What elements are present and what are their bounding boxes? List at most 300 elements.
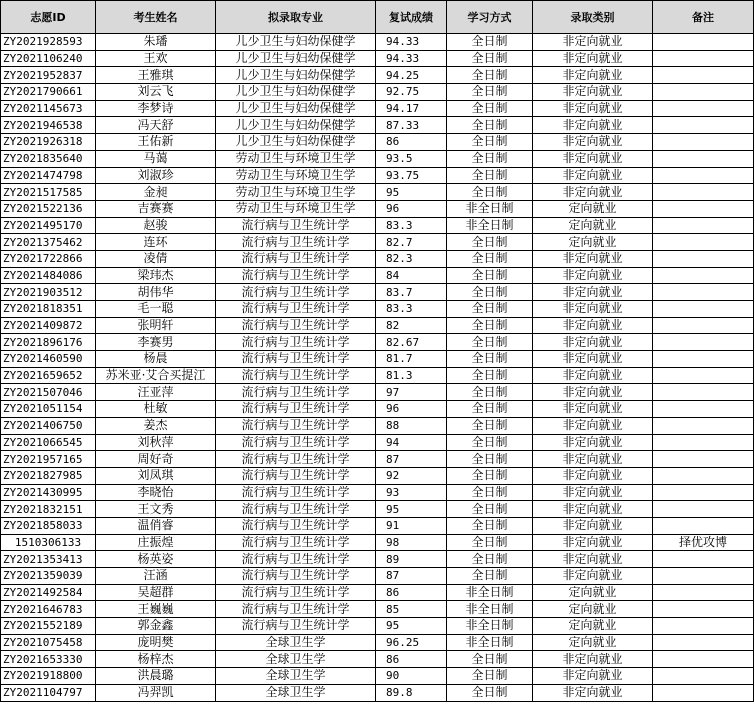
cell-study-mode: 全日制 xyxy=(447,34,533,51)
header-admission-type: 录取类别 xyxy=(533,1,653,34)
table-row xyxy=(1,184,754,201)
cell-score: 92 xyxy=(376,467,447,484)
header-id: 志愿ID xyxy=(1,1,96,34)
cell-study-mode: 全日制 xyxy=(447,401,533,418)
cell-name: 王佑新 xyxy=(96,134,216,151)
table-row xyxy=(1,234,754,251)
cell-score: 81.3 xyxy=(376,367,447,384)
cell-admission-type: 非定向就业 xyxy=(533,67,653,84)
cell-note xyxy=(653,34,754,51)
cell-id: ZY2021517585 xyxy=(1,184,96,201)
table-row xyxy=(1,551,754,568)
cell-study-mode: 非全日制 xyxy=(447,200,533,217)
cell-admission-type: 非定向就业 xyxy=(533,484,653,501)
cell-study-mode: 全日制 xyxy=(447,517,533,534)
cell-admission-type: 非定向就业 xyxy=(533,100,653,117)
cell-admission-type: 非定向就业 xyxy=(533,167,653,184)
cell-score: 94.25 xyxy=(376,67,447,84)
cell-id: ZY2021409872 xyxy=(1,317,96,334)
table-row xyxy=(1,568,754,585)
cell-study-mode: 全日制 xyxy=(447,451,533,468)
cell-name: 杨晨 xyxy=(96,351,216,368)
cell-score: 86 xyxy=(376,584,447,601)
cell-study-mode: 全日制 xyxy=(447,317,533,334)
cell-name: 杨英姿 xyxy=(96,551,216,568)
cell-note xyxy=(653,100,754,117)
cell-name: 温俏睿 xyxy=(96,517,216,534)
cell-score: 93.75 xyxy=(376,167,447,184)
cell-admission-type: 非定向就业 xyxy=(533,250,653,267)
cell-score: 94 xyxy=(376,434,447,451)
table-row xyxy=(1,317,754,334)
cell-admission-type: 定向就业 xyxy=(533,234,653,251)
cell-id: ZY2021375462 xyxy=(1,234,96,251)
cell-note xyxy=(653,167,754,184)
cell-admission-type: 非定向就业 xyxy=(533,184,653,201)
cell-note xyxy=(653,384,754,401)
cell-major: 流行病与卫生统计学 xyxy=(216,434,376,451)
cell-study-mode: 全日制 xyxy=(447,384,533,401)
cell-major: 流行病与卫生统计学 xyxy=(216,517,376,534)
cell-major: 流行病与卫生统计学 xyxy=(216,234,376,251)
table-row xyxy=(1,668,754,685)
cell-id: ZY2021827985 xyxy=(1,467,96,484)
cell-score: 96 xyxy=(376,200,447,217)
cell-name: 赵骏 xyxy=(96,217,216,234)
cell-study-mode: 全日制 xyxy=(447,67,533,84)
cell-name: 汪亚萍 xyxy=(96,384,216,401)
cell-name: 郭金鑫 xyxy=(96,618,216,635)
cell-score: 82.3 xyxy=(376,250,447,267)
cell-score: 83.3 xyxy=(376,217,447,234)
cell-id: ZY2021952837 xyxy=(1,67,96,84)
cell-note xyxy=(653,134,754,151)
cell-score: 92.75 xyxy=(376,84,447,101)
cell-id: ZY2021722866 xyxy=(1,250,96,267)
cell-study-mode: 全日制 xyxy=(447,417,533,434)
table-row xyxy=(1,200,754,217)
cell-study-mode: 全日制 xyxy=(447,84,533,101)
cell-study-mode: 非全日制 xyxy=(447,217,533,234)
header-score: 复试成绩 xyxy=(376,1,447,34)
cell-name: 苏米亚·艾合买提江 xyxy=(96,367,216,384)
cell-id: ZY2021406750 xyxy=(1,417,96,434)
table-row xyxy=(1,301,754,318)
cell-name: 胡伟华 xyxy=(96,284,216,301)
cell-study-mode: 全日制 xyxy=(447,150,533,167)
table-row xyxy=(1,384,754,401)
cell-major: 劳动卫生与环境卫生学 xyxy=(216,184,376,201)
cell-study-mode: 全日制 xyxy=(447,134,533,151)
cell-id: 1510306133 xyxy=(1,534,96,551)
cell-admission-type: 非定向就业 xyxy=(533,317,653,334)
cell-note xyxy=(653,434,754,451)
cell-major: 劳动卫生与环境卫生学 xyxy=(216,200,376,217)
header-row xyxy=(1,1,754,34)
cell-major: 劳动卫生与环境卫生学 xyxy=(216,150,376,167)
cell-admission-type: 非定向就业 xyxy=(533,467,653,484)
cell-score: 97 xyxy=(376,384,447,401)
table-row xyxy=(1,367,754,384)
cell-note xyxy=(653,234,754,251)
cell-admission-type: 定向就业 xyxy=(533,601,653,618)
table-row xyxy=(1,267,754,284)
cell-score: 87 xyxy=(376,451,447,468)
cell-study-mode: 全日制 xyxy=(447,284,533,301)
cell-major: 儿少卫生与妇幼保健学 xyxy=(216,117,376,134)
cell-note xyxy=(653,668,754,685)
cell-major: 流行病与卫生统计学 xyxy=(216,367,376,384)
header-name: 考生姓名 xyxy=(96,1,216,34)
cell-id: ZY2021507046 xyxy=(1,384,96,401)
cell-name: 刘凤琪 xyxy=(96,467,216,484)
cell-name: 凌倩 xyxy=(96,250,216,267)
cell-id: ZY2021460590 xyxy=(1,351,96,368)
cell-id: ZY2021818351 xyxy=(1,301,96,318)
cell-major: 流行病与卫生统计学 xyxy=(216,568,376,585)
cell-note xyxy=(653,67,754,84)
cell-score: 89.8 xyxy=(376,684,447,701)
table-row xyxy=(1,150,754,167)
cell-id: ZY2021552189 xyxy=(1,618,96,635)
table-row xyxy=(1,618,754,635)
cell-id: ZY2021353413 xyxy=(1,551,96,568)
cell-major: 流行病与卫生统计学 xyxy=(216,267,376,284)
cell-score: 95 xyxy=(376,618,447,635)
cell-major: 儿少卫生与妇幼保健学 xyxy=(216,100,376,117)
cell-admission-type: 非定向就业 xyxy=(533,451,653,468)
cell-score: 91 xyxy=(376,517,447,534)
cell-admission-type: 非定向就业 xyxy=(533,367,653,384)
cell-name: 李赛男 xyxy=(96,334,216,351)
header-major: 拟录取专业 xyxy=(216,1,376,34)
cell-name: 梁玮杰 xyxy=(96,267,216,284)
cell-score: 95 xyxy=(376,501,447,518)
cell-name: 刘云飞 xyxy=(96,84,216,101)
cell-major: 儿少卫生与妇幼保健学 xyxy=(216,134,376,151)
cell-major: 儿少卫生与妇幼保健学 xyxy=(216,50,376,67)
cell-admission-type: 非定向就业 xyxy=(533,117,653,134)
cell-id: ZY2021790661 xyxy=(1,84,96,101)
cell-admission-type: 非定向就业 xyxy=(533,568,653,585)
cell-score: 93.5 xyxy=(376,150,447,167)
table-row xyxy=(1,34,754,51)
table-row xyxy=(1,134,754,151)
cell-note xyxy=(653,200,754,217)
cell-name: 连环 xyxy=(96,234,216,251)
cell-study-mode: 非全日制 xyxy=(447,618,533,635)
table-row xyxy=(1,250,754,267)
cell-admission-type: 非定向就业 xyxy=(533,134,653,151)
cell-study-mode: 全日制 xyxy=(447,551,533,568)
table-row xyxy=(1,484,754,501)
cell-major: 儿少卫生与妇幼保健学 xyxy=(216,84,376,101)
cell-note xyxy=(653,618,754,635)
cell-note xyxy=(653,568,754,585)
cell-study-mode: 全日制 xyxy=(447,117,533,134)
cell-study-mode: 全日制 xyxy=(447,668,533,685)
cell-major: 流行病与卫生统计学 xyxy=(216,317,376,334)
cell-id: ZY2021918800 xyxy=(1,668,96,685)
cell-note xyxy=(653,117,754,134)
cell-name: 金昶 xyxy=(96,184,216,201)
cell-id: ZY2021106240 xyxy=(1,50,96,67)
cell-score: 83.3 xyxy=(376,301,447,318)
cell-id: ZY2021066545 xyxy=(1,434,96,451)
cell-study-mode: 非全日制 xyxy=(447,634,533,651)
cell-major: 流行病与卫生统计学 xyxy=(216,584,376,601)
cell-name: 庞明樊 xyxy=(96,634,216,651)
cell-admission-type: 定向就业 xyxy=(533,634,653,651)
cell-name: 吉赛赛 xyxy=(96,200,216,217)
cell-id: ZY2021832151 xyxy=(1,501,96,518)
cell-note xyxy=(653,601,754,618)
cell-name: 刘秋萍 xyxy=(96,434,216,451)
table-row xyxy=(1,217,754,234)
cell-id: ZY2021835640 xyxy=(1,150,96,167)
cell-id: ZY2021484086 xyxy=(1,267,96,284)
table-row xyxy=(1,67,754,84)
cell-study-mode: 全日制 xyxy=(447,434,533,451)
cell-major: 流行病与卫生统计学 xyxy=(216,601,376,618)
cell-name: 杨梓杰 xyxy=(96,651,216,668)
cell-name: 吴超群 xyxy=(96,584,216,601)
cell-name: 毛一聪 xyxy=(96,301,216,318)
cell-admission-type: 非定向就业 xyxy=(533,501,653,518)
cell-major: 儿少卫生与妇幼保健学 xyxy=(216,34,376,51)
cell-id: ZY2021145673 xyxy=(1,100,96,117)
cell-admission-type: 非定向就业 xyxy=(533,684,653,701)
cell-major: 全球卫生学 xyxy=(216,668,376,685)
cell-admission-type: 非定向就业 xyxy=(533,401,653,418)
cell-admission-type: 非定向就业 xyxy=(533,517,653,534)
cell-study-mode: 非全日制 xyxy=(447,601,533,618)
cell-score: 98 xyxy=(376,534,447,551)
cell-note xyxy=(653,301,754,318)
cell-name: 张明轩 xyxy=(96,317,216,334)
cell-major: 流行病与卫生统计学 xyxy=(216,250,376,267)
cell-id: ZY2021075458 xyxy=(1,634,96,651)
cell-note xyxy=(653,267,754,284)
cell-name: 朱璠 xyxy=(96,34,216,51)
cell-note xyxy=(653,684,754,701)
cell-admission-type: 定向就业 xyxy=(533,200,653,217)
cell-study-mode: 全日制 xyxy=(447,234,533,251)
cell-major: 流行病与卫生统计学 xyxy=(216,467,376,484)
cell-major: 流行病与卫生统计学 xyxy=(216,501,376,518)
cell-admission-type: 非定向就业 xyxy=(533,34,653,51)
cell-name: 李晓怡 xyxy=(96,484,216,501)
cell-id: ZY2021903512 xyxy=(1,284,96,301)
cell-major: 流行病与卫生统计学 xyxy=(216,451,376,468)
cell-id: ZY2021104797 xyxy=(1,684,96,701)
cell-score: 88 xyxy=(376,417,447,434)
table-row xyxy=(1,534,754,551)
cell-score: 86 xyxy=(376,134,447,151)
table-row xyxy=(1,451,754,468)
cell-name: 冯羿凯 xyxy=(96,684,216,701)
cell-study-mode: 全日制 xyxy=(447,534,533,551)
cell-note xyxy=(653,351,754,368)
table-row xyxy=(1,684,754,701)
cell-note xyxy=(653,484,754,501)
table-row xyxy=(1,50,754,67)
cell-note xyxy=(653,217,754,234)
cell-major: 劳动卫生与环境卫生学 xyxy=(216,167,376,184)
cell-score: 96.25 xyxy=(376,634,447,651)
cell-major: 流行病与卫生统计学 xyxy=(216,284,376,301)
table-row xyxy=(1,284,754,301)
cell-major: 全球卫生学 xyxy=(216,651,376,668)
cell-major: 流行病与卫生统计学 xyxy=(216,301,376,318)
cell-score: 82.67 xyxy=(376,334,447,351)
cell-note xyxy=(653,584,754,601)
table-row xyxy=(1,334,754,351)
table-row xyxy=(1,601,754,618)
cell-admission-type: 非定向就业 xyxy=(533,668,653,685)
cell-study-mode: 全日制 xyxy=(447,50,533,67)
cell-name: 王巍巍 xyxy=(96,601,216,618)
cell-major: 全球卫生学 xyxy=(216,684,376,701)
cell-score: 85 xyxy=(376,601,447,618)
cell-id: ZY2021646783 xyxy=(1,601,96,618)
cell-study-mode: 全日制 xyxy=(447,184,533,201)
cell-admission-type: 非定向就业 xyxy=(533,334,653,351)
cell-id: ZY2021957165 xyxy=(1,451,96,468)
cell-study-mode: 全日制 xyxy=(447,334,533,351)
cell-name: 汪涵 xyxy=(96,568,216,585)
cell-major: 流行病与卫生统计学 xyxy=(216,217,376,234)
cell-admission-type: 非定向就业 xyxy=(533,384,653,401)
cell-note xyxy=(653,284,754,301)
cell-study-mode: 全日制 xyxy=(447,684,533,701)
cell-major: 流行病与卫生统计学 xyxy=(216,484,376,501)
cell-study-mode: 全日制 xyxy=(447,484,533,501)
cell-id: ZY2021928593 xyxy=(1,34,96,51)
cell-admission-type: 定向就业 xyxy=(533,584,653,601)
header-note: 备注 xyxy=(653,1,754,34)
cell-admission-type: 非定向就业 xyxy=(533,651,653,668)
cell-note xyxy=(653,184,754,201)
cell-name: 王欢 xyxy=(96,50,216,67)
cell-admission-type: 非定向就业 xyxy=(533,351,653,368)
cell-note xyxy=(653,367,754,384)
cell-score: 82.7 xyxy=(376,234,447,251)
cell-major: 流行病与卫生统计学 xyxy=(216,334,376,351)
cell-major: 流行病与卫生统计学 xyxy=(216,618,376,635)
cell-note xyxy=(653,551,754,568)
table-row xyxy=(1,501,754,518)
cell-score: 83.7 xyxy=(376,284,447,301)
table-row xyxy=(1,584,754,601)
cell-major: 全球卫生学 xyxy=(216,634,376,651)
table-row xyxy=(1,651,754,668)
table-row xyxy=(1,117,754,134)
cell-name: 姜杰 xyxy=(96,417,216,434)
cell-score: 89 xyxy=(376,551,447,568)
cell-name: 李梦诗 xyxy=(96,100,216,117)
cell-major: 流行病与卫生统计学 xyxy=(216,534,376,551)
cell-admission-type: 非定向就业 xyxy=(533,150,653,167)
table-row xyxy=(1,167,754,184)
table-row xyxy=(1,434,754,451)
table-row xyxy=(1,401,754,418)
cell-study-mode: 全日制 xyxy=(447,250,533,267)
cell-id: ZY2021474798 xyxy=(1,167,96,184)
cell-admission-type: 非定向就业 xyxy=(533,284,653,301)
cell-score: 86 xyxy=(376,651,447,668)
cell-study-mode: 全日制 xyxy=(447,501,533,518)
cell-study-mode: 全日制 xyxy=(447,100,533,117)
cell-admission-type: 非定向就业 xyxy=(533,50,653,67)
cell-id: ZY2021946538 xyxy=(1,117,96,134)
cell-study-mode: 非全日制 xyxy=(447,584,533,601)
cell-study-mode: 全日制 xyxy=(447,568,533,585)
cell-id: ZY2021926318 xyxy=(1,134,96,151)
cell-admission-type: 非定向就业 xyxy=(533,267,653,284)
cell-study-mode: 全日制 xyxy=(447,651,533,668)
cell-name: 刘淑珍 xyxy=(96,167,216,184)
cell-note xyxy=(653,467,754,484)
table-row xyxy=(1,417,754,434)
cell-id: ZY2021858033 xyxy=(1,517,96,534)
header-study-mode: 学习方式 xyxy=(447,1,533,34)
cell-note xyxy=(653,401,754,418)
cell-name: 杜敏 xyxy=(96,401,216,418)
cell-score: 95 xyxy=(376,184,447,201)
cell-name: 冯天舒 xyxy=(96,117,216,134)
cell-id: ZY2021430995 xyxy=(1,484,96,501)
cell-major: 流行病与卫生统计学 xyxy=(216,551,376,568)
cell-id: ZY2021659652 xyxy=(1,367,96,384)
cell-note xyxy=(653,250,754,267)
cell-score: 96 xyxy=(376,401,447,418)
cell-admission-type: 定向就业 xyxy=(533,217,653,234)
cell-study-mode: 全日制 xyxy=(447,367,533,384)
cell-score: 87 xyxy=(376,568,447,585)
cell-admission-type: 非定向就业 xyxy=(533,551,653,568)
cell-name: 庄振煌 xyxy=(96,534,216,551)
cell-note: 择优攻博 xyxy=(653,534,754,551)
table-row xyxy=(1,351,754,368)
cell-id: ZY2021492584 xyxy=(1,584,96,601)
cell-note xyxy=(653,317,754,334)
cell-admission-type: 非定向就业 xyxy=(533,417,653,434)
cell-name: 马蔼 xyxy=(96,150,216,167)
cell-id: ZY2021653330 xyxy=(1,651,96,668)
cell-name: 王雅琪 xyxy=(96,67,216,84)
cell-admission-type: 定向就业 xyxy=(533,618,653,635)
cell-study-mode: 全日制 xyxy=(447,301,533,318)
cell-name: 周好奇 xyxy=(96,451,216,468)
cell-id: ZY2021522136 xyxy=(1,200,96,217)
cell-note xyxy=(653,651,754,668)
cell-note xyxy=(653,417,754,434)
cell-admission-type: 非定向就业 xyxy=(533,301,653,318)
cell-name: 洪晨璐 xyxy=(96,668,216,685)
cell-score: 81.7 xyxy=(376,351,447,368)
table-row xyxy=(1,517,754,534)
cell-id: ZY2021359039 xyxy=(1,568,96,585)
cell-note xyxy=(653,634,754,651)
cell-score: 94.33 xyxy=(376,50,447,67)
table-row xyxy=(1,100,754,117)
cell-score: 87.33 xyxy=(376,117,447,134)
cell-id: ZY2021896176 xyxy=(1,334,96,351)
cell-major: 流行病与卫生统计学 xyxy=(216,384,376,401)
cell-study-mode: 全日制 xyxy=(447,167,533,184)
cell-major: 流行病与卫生统计学 xyxy=(216,401,376,418)
